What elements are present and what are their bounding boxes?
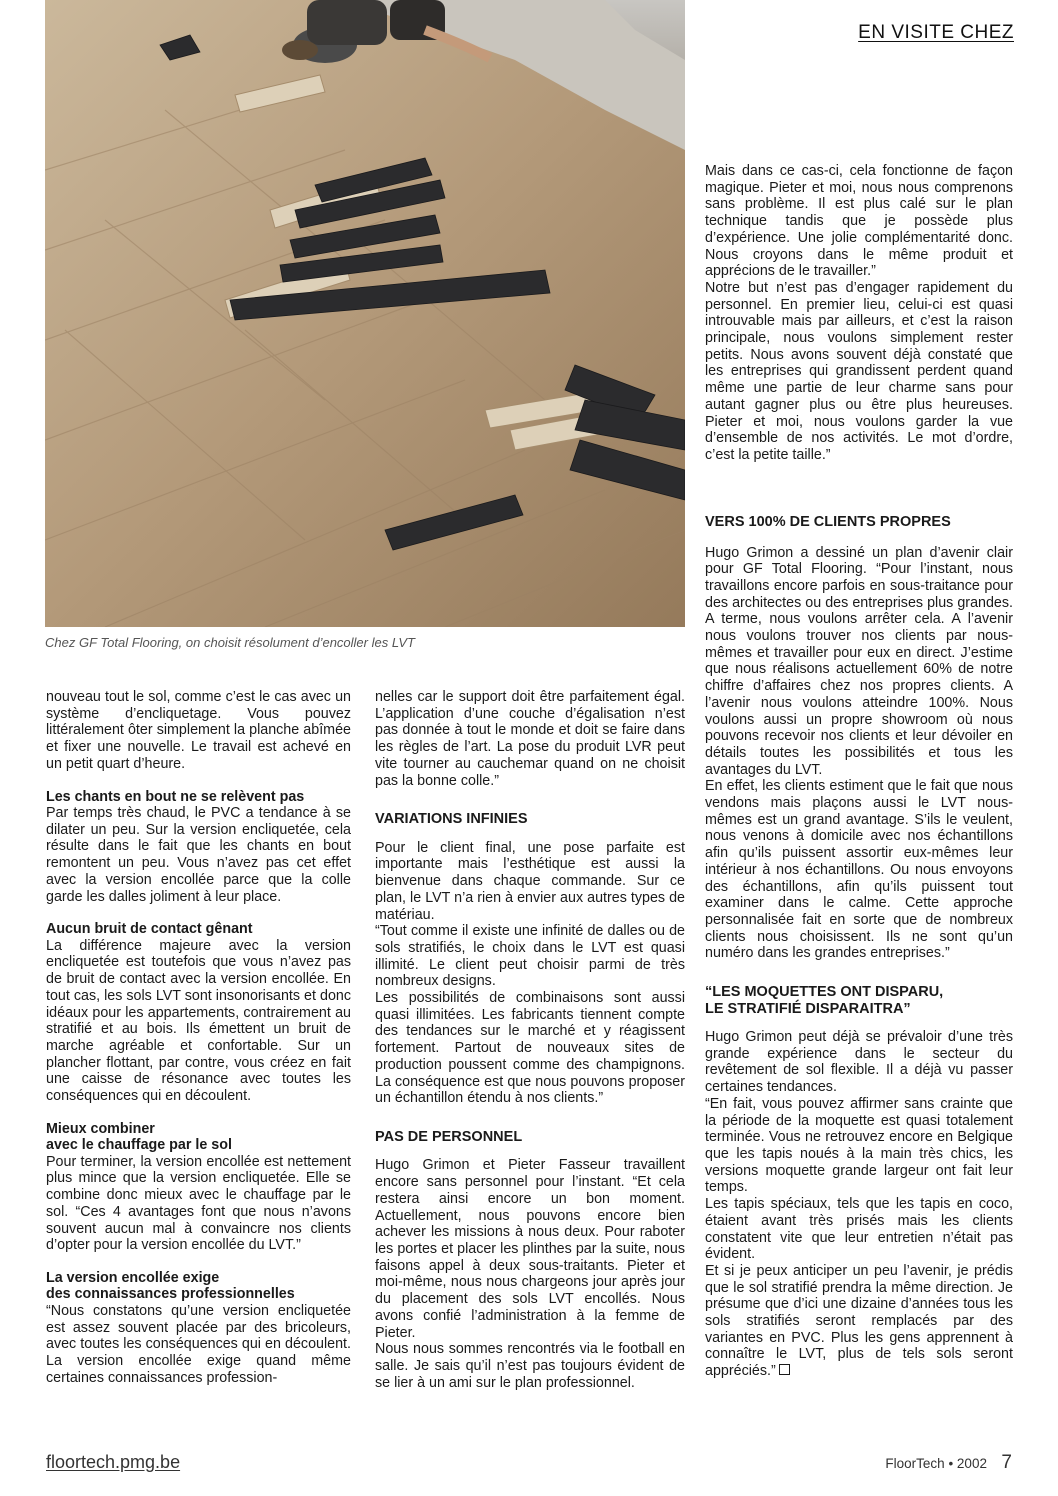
subheading: Aucun bruit de contact gênant [46, 921, 253, 938]
magazine-issue: FloorTech • 2002 [885, 1456, 987, 1471]
paragraph: Hugo Grimon a dessiné un plan d’avenir clair pour GF Total Flooring. “Pour l’instant, nous travaillons encore parfois en sous-traitance pour des architectes ou des entreprises plus grandes. A terme, nous voulons arrêter cela. A l’avenir nous voulons trouver nos clients par nous-mêmes et travailler pour eux en direct. J’estime que nous réalisons actuellement 60% de notre chiffre d’affaires chez nos propres clients. A l’avenir nous voulons atteindre 100%. Nous voulons aussi un propre showroom où nous pouvons recevoir nos clients et leur dévoiler en détails toutes les possibilités et tous les avantages du LVT. [705, 544, 1013, 778]
paragraph: La différence majeure avec la version encliquetée est toutefois que vous n’avez pas de bruit de contact avec la version encollée. En tout cas, les sols LVT sont insonorisants et donc idéaux pour les appartements, contrairement au stratifié et au bois. Ils émettent un bruit de marche agréable et confortable. Sur un plancher flottant, par contre, vous créez en fait une caisse de résonance avec toutes les conséquences qui en découlent. [46, 937, 351, 1105]
subheading: La version encollée exige des connaissances professionnelles [46, 1269, 295, 1303]
section-label: EN VISITE CHEZ [858, 22, 1014, 43]
article-column-3 [705, 514, 1013, 1380]
page-number: 7 [1001, 1452, 1012, 1473]
paragraph: nelles car le support doit être parfaitement égal. L’application d’une couche d’égalisation n’est pas donnée à tout le monde et doit se faire dans les règles de l’art. La pose du produit LVR peut vite tourner au cauchemar quand on ne choisit pas la bonne colle.” [375, 689, 685, 789]
article-photo [45, 0, 685, 627]
paragraph: Mais dans ce cas-ci, cela fonctionne de façon magique. Pieter et moi, nous nous comprenons sans problème. Il est plus calé sur le plan technique tandis que je possède plus d’expérience. Une jolie complémentarité donc. Nous croyons dans le même produit et apprécions de le travailler.” [705, 163, 1013, 280]
paragraph: “En fait, vous pouvez affirmer sans crainte que la période de la moquette est quasi totalement terminée. Vous ne retrouvez encore en Belgique que les tapis noués à la main très chics, les versions moquette grande largeur ont fait leur temps. [705, 1095, 1013, 1196]
paragraph: “Nous constatons qu’une version encliquetée est assez souvent placée par des bricoleurs, avec toutes les conséquences qui en découlent. La version encollée exige quand même certaines connaissances profession- [46, 1302, 351, 1386]
photo-caption: Chez GF Total Flooring, on choisit résolument d’encoller les LVT [45, 635, 415, 650]
paragraph: “Tout comme il existe une infinité de dalles ou de sols stratifiés, le choix dans le LVT est quasi illimité. Le client peut choisir parmi de très nombreux designs. [375, 923, 685, 990]
section-heading: VARIATIONS INFINIES [375, 811, 528, 828]
paragraph: Hugo Grimon et Pieter Fasseur travaillent encore sans personnel pour l’instant. “Et cela restera ainsi encore un bon moment. Actuellement, nous pouvons encore bien achever les missions à nous deux. Pour raboter les portes et placer les plinthes par la suite, nous faisons appel à deux sous-traitants. Pieter et moi-même, nous nous chargeons jour après jour du placement des sols LVT encollés. Nous avons confié l’administration à la femme de Pieter. [375, 1157, 685, 1341]
section-heading: “LES MOQUETTES ONT DISPARU, LE STRATIFIÉ DISPARAITRA” [705, 984, 944, 1017]
paragraph: Et si je peux anticiper un peu l’avenir, je prédis que le sol stratifié prendra la même direction. Je présume que d’ici une dizaine d’années tous les sols stratifiés seront remplacés par des variantes en PVC. Plus les gens apprennent à connaître le LVT, plus de tels sols seront appréciés.” [705, 1262, 1013, 1380]
paragraph: Hugo Grimon peut déjà se prévaloir d’une très grande expérience dans le secteur du revêtement de sol flexible. Il a déjà vu passer certaines tendances. [705, 1029, 1013, 1096]
floor-installation-photo [45, 0, 685, 627]
end-of-article-icon [779, 1364, 790, 1375]
website-link[interactable]: floortech.pmg.be [46, 1452, 181, 1472]
section-heading: PAS DE PERSONNEL [375, 1128, 523, 1145]
paragraph: En effet, les clients estiment que le fait que nous vendons mais plaçons aussi le LVT nous-mêmes est un grand avantage. S’ils le veulent, nous venons à domicile avec nos échantillons afin qu’ils puissent assortir eux-mêmes leur intérieur à nos échantillons. Ou nous envoyons des échantillons, afin qu’ils puissent tout examiner dans le calme. Cette approche personnalisée fait en sorte que de nombreux clients nous choisissent. Ils ne sont qu’un numéro dans les grandes entreprises.” [705, 778, 1013, 962]
article-column-2 [375, 689, 685, 1391]
section-heading: VERS 100% DE CLIENTS PROPRES [705, 514, 951, 530]
paragraph: Notre but n’est pas d’engager rapidement du personnel. En premier lieu, celui-ci est quasi introuvable mais par ailleurs, et c’est la raison principale, nous voulons simplement rester petits. Nous avons souvent déjà constaté que les entreprises qui grandissent perdent quand même une partie de leur charme sans pour autant gagner plus ou être plus heureuses. Pieter et moi, nous voulons garder la vue d’ensemble de nos activités. Le mot d’ordre, c’est la petite taille.” [705, 279, 1013, 463]
subheading: Les chants en bout ne se relèvent pas [46, 788, 305, 805]
subheading: Mieux combiner avec le chauffage par le sol [46, 1120, 232, 1154]
paragraph: Par temps très chaud, le PVC a tendance à se dilater un peu. Sur la version encliquetée, cela résulte dans le fait que les chants en bout remontent un peu. Vous n’avez pas cet effet avec la version encollée parce que la colle garde les dalles joliment à leur place. [46, 805, 351, 905]
paragraph: nouveau tout le sol, comme c’est le cas avec un système d’encliquetage. Vous pouvez littéralement ôter simplement la planche abîmée et fixer une nouvelle. Le travail est achevé en un petit quart d’heure. [46, 689, 351, 772]
paragraph: Pour terminer, la version encollée est nettement plus mince que la version encliquetée. Elle se combine donc mieux avec le chauffage par le sol. “Ces 4 avantages font que nous n’avons souvent aucun mal à convaincre nos clients d’opter pour la version encollée du LVT.” [46, 1153, 351, 1254]
paragraph: Pour le client final, une pose parfaite est importante mais l’esthétique est aussi la bienvenue dans chaque commande. Sur ce plan, le LVT n’a rien à envier aux autres types de matériau. [375, 839, 685, 923]
paragraph: Nous nous sommes rencontrés via le football en salle. Je sais qu’il n’est pas toujours évident de se lier à un ami sur le plan professionnel. [375, 1341, 685, 1391]
page-footer [885, 1452, 1012, 1474]
article-column-1 [46, 689, 351, 1387]
article-column-3-top [705, 163, 1013, 464]
paragraph: Les tapis spéciaux, tels que les tapis en coco, étaient avant très prisés mais les clients constatent vite que leur entretien n’était pas évident. [705, 1196, 1013, 1263]
paragraph: Les possibilités de combinaisons sont aussi quasi illimitées. Les fabricants tiennent compte des tendances sur le marché et y réagissent fortement. Partout de nouveaux sites de production poussent comme des champignons. La conséquence est que nous pouvons proposer un échantillon étendu à nos clients.” [375, 990, 685, 1107]
